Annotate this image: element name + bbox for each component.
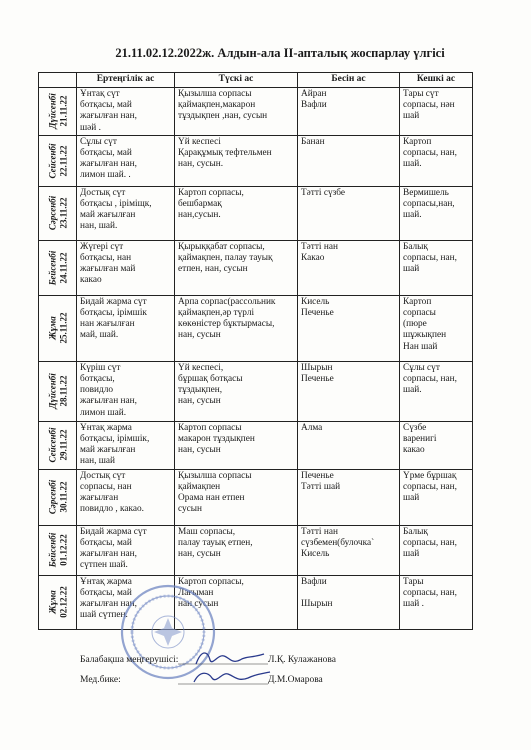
- breakfast-cell: [77, 469, 175, 525]
- header-dinner: Кешкі ас: [400, 73, 473, 88]
- table-row: [39, 295, 473, 361]
- header-breakfast: Ертеңгілік ас: [77, 73, 175, 88]
- day-label: [47, 196, 68, 230]
- handwritten-signatures: [178, 644, 278, 688]
- day-label: [47, 313, 68, 344]
- day-cell: [39, 88, 77, 136]
- snack-cell: [298, 525, 400, 575]
- menu-text: Жүгері сүт ботқасы, нан жағылған май какао: [80, 241, 136, 286]
- menu-text: Достық сүт ботқасы , іріміщк, май жағылған нан, шай.: [80, 187, 152, 232]
- breakfast-cell: [77, 421, 175, 469]
- dinner-cell: [400, 361, 473, 421]
- menu-text: Қырыққабат сорпасы, қаймақпен, палау тауық етпен, нан, сусын: [178, 241, 273, 275]
- day-date: 30.11.22: [57, 481, 68, 513]
- day-cell: [39, 421, 77, 469]
- menu-text: Достық сүт сорпасы, нан жағылған повидло , какао.: [80, 470, 144, 515]
- day-name: Жұма: [47, 590, 57, 615]
- menu-text: Вафли Шырын: [301, 576, 333, 610]
- document-title: 21.11.02.12.2022ж. Алдын-ала ІІ-апталық жоспарлау үлгісі: [115, 46, 445, 60]
- snack-cell: [298, 135, 400, 186]
- dinner-cell: [400, 421, 473, 469]
- snack-cell: [298, 88, 400, 136]
- day-date: 25.11.22: [57, 312, 68, 344]
- snack-cell: [298, 240, 400, 295]
- menu-text: Үй кеспесі, бұршақ ботқасы тұздықпен, нан, сусын: [178, 362, 243, 407]
- dinner-cell: [400, 469, 473, 525]
- lunch-cell: [175, 186, 298, 240]
- day-label: [47, 374, 68, 410]
- menu-text: Үрме бұршақ сорпасы, нан, шай: [403, 470, 457, 504]
- lunch-cell: [175, 525, 298, 575]
- day-label: [47, 251, 68, 286]
- menu-text: Картоп сорпасы, Лағыман нан сусын: [178, 576, 244, 610]
- breakfast-cell: [77, 186, 175, 240]
- table-row: [39, 525, 473, 575]
- table-row: [39, 88, 473, 136]
- menu-text: Ұнтақ жарма ботқасы, май жағылған нан, шай сүтпен.: [80, 576, 137, 621]
- table-row: [39, 186, 473, 240]
- table-row: [39, 575, 473, 629]
- table-header-row: [39, 73, 473, 88]
- dinner-cell: [400, 575, 473, 629]
- dinner-cell: [400, 240, 473, 295]
- menu-text: Бидай жарма сүт ботқасы, ірімшік нан жағылған май, шай.: [80, 296, 147, 341]
- menu-text: Картоп сорпасы, нан, шай.: [403, 136, 457, 170]
- menu-text: Ұнтақ сүт ботқасы, май жағылған нан, шәй .: [80, 89, 137, 133]
- day-date: 01.12.22: [57, 534, 68, 567]
- day-date: 28.11.22: [57, 375, 68, 407]
- snack-cell: [298, 575, 400, 629]
- menu-text: Тары сүт сорпасы, нән шай: [403, 89, 455, 122]
- dinner-cell: [400, 186, 473, 240]
- lunch-cell: [175, 88, 298, 136]
- menu-text: Айран Вафли: [301, 89, 327, 111]
- dinner-cell: [400, 88, 473, 136]
- day-name: Сейсенбі: [47, 143, 57, 179]
- header-lunch: Түскі ас: [175, 73, 298, 88]
- table-row: [39, 240, 473, 295]
- director-signature-label: Балабақша меңгерушісі:: [80, 655, 179, 665]
- menu-text: Бидай жарма сүт ботқасы, май жағылған нан, сүтпен шай.: [80, 526, 147, 571]
- snack-cell: [298, 295, 400, 361]
- menu-text: Вермишель сорпасы,нан, шай.: [403, 187, 455, 221]
- day-label: [47, 533, 68, 568]
- dinner-cell: [400, 525, 473, 575]
- menu-text: Сұлы сүт сорпасы, нан, шай.: [403, 362, 457, 396]
- day-name: Жұма: [47, 316, 57, 341]
- day-name: Бейсенбі: [47, 250, 57, 286]
- day-label: [47, 94, 68, 130]
- menu-text: Печенье Тәтті шай: [301, 470, 341, 493]
- nurse-signature-label: Мед.бике:: [80, 675, 121, 685]
- breakfast-cell: [77, 88, 175, 136]
- table-row: [39, 469, 473, 525]
- breakfast-cell: [77, 361, 175, 421]
- snack-cell: [298, 421, 400, 469]
- menu-text: Сұлы сүт ботқасы, май жағылған нан, лимон шай. .: [80, 136, 137, 181]
- menu-text: Маш сорпасы, палау тауық етпен, нан, сусын: [178, 526, 253, 560]
- lunch-cell: [175, 135, 298, 186]
- menu-text: Қызылша сорпасы қаймақпен Орама нан етпен сусын: [178, 470, 252, 515]
- day-name: Сәрсенбі: [47, 480, 57, 515]
- lunch-cell: [175, 295, 298, 361]
- day-label: [47, 428, 68, 463]
- meal-plan-table: [38, 72, 473, 630]
- dinner-cell: [400, 135, 473, 186]
- menu-text: Тәтті сүзбе: [301, 187, 346, 198]
- menu-text: Тәтті нан сүзбемен(булочка` Кисель: [301, 526, 375, 560]
- day-date: 21.11.22: [57, 95, 68, 127]
- lunch-cell: [175, 361, 298, 421]
- menu-text: Балық сорпасы, нан, шай: [403, 526, 457, 560]
- day-cell: [39, 186, 77, 240]
- day-label: [47, 587, 68, 619]
- day-date: 24.11.22: [57, 252, 68, 284]
- breakfast-cell: [77, 295, 175, 361]
- day-name: Бейсенбі: [47, 533, 57, 568]
- day-cell: [39, 295, 77, 361]
- menu-text: Ұнтақ жарма ботқасы, ірімшік, май жағылған нан, шай: [80, 422, 150, 467]
- breakfast-cell: [77, 240, 175, 295]
- menu-text: Қызылша сорпасы қаймақпен,макарон тұздықпен ,нан, сусын: [178, 89, 268, 122]
- day-cell: [39, 525, 77, 575]
- day-date: 02.12.22: [57, 586, 68, 619]
- dinner-cell: [400, 295, 473, 361]
- lunch-cell: [175, 469, 298, 525]
- table-row: [39, 421, 473, 469]
- lunch-cell: [175, 240, 298, 295]
- menu-text: Балық сорпасы, нан, шай: [403, 241, 457, 275]
- menu-text: Картоп сорпасы, бешбармақ нан,сусын.: [178, 187, 244, 221]
- table-row: [39, 361, 473, 421]
- snack-cell: [298, 469, 400, 525]
- day-name: Сейсенбі: [47, 427, 57, 463]
- corner-cell: [39, 73, 77, 88]
- menu-text: Арпа сорпас(рассольник қаймақпен,әр түрлі көкөністер бұктырмасы, нан, сусын: [178, 296, 276, 341]
- menu-text: Банан: [301, 136, 325, 147]
- header-snack: Бесін ас: [298, 73, 400, 88]
- menu-text: Үй кеспесі Қарақұмық тефтельмен нан, сусын.: [178, 136, 272, 170]
- day-name: Дүйсенбі: [47, 373, 57, 410]
- menu-text: Картоп сорпасы макарон тұздықпен нан, сусын: [178, 422, 255, 456]
- day-date: 29.11.22: [57, 429, 68, 461]
- menu-text: Кисель Печенье: [301, 296, 334, 319]
- day-cell: [39, 469, 77, 525]
- nurse-name: Д.М.Омарова: [268, 675, 323, 685]
- day-name: Сәрсенбі: [47, 196, 57, 231]
- menu-text: Тәтті нан Какао: [301, 241, 338, 264]
- breakfast-cell: [77, 525, 175, 575]
- day-label: [47, 480, 68, 514]
- snack-cell: [298, 186, 400, 240]
- table-row: [39, 135, 473, 186]
- day-label: [47, 143, 68, 178]
- director-name: Л.Қ. Кулажанова: [268, 655, 337, 665]
- lunch-cell: [175, 421, 298, 469]
- day-name: Дүйсенбі: [47, 93, 57, 130]
- day-date: 22.11.22: [57, 145, 68, 177]
- menu-text: Картоп сорпасы (пюре шұжықпен Нан шай: [403, 296, 447, 352]
- day-cell: [39, 135, 77, 186]
- menu-text: Алма: [301, 422, 323, 433]
- menu-text: Шырын Печенье: [301, 362, 334, 385]
- menu-text: Күріш сүт ботқасы, повидло жағылған нан, лимон шай.: [80, 362, 137, 418]
- day-cell: [39, 240, 77, 295]
- day-date: 23.11.22: [57, 197, 68, 229]
- menu-text: Сүзбе варенигі какао: [403, 422, 437, 456]
- menu-text: Тары сорпасы, нан, шай .: [403, 576, 457, 610]
- breakfast-cell: [77, 135, 175, 186]
- day-cell: [39, 361, 77, 421]
- day-cell: [39, 575, 77, 629]
- snack-cell: [298, 361, 400, 421]
